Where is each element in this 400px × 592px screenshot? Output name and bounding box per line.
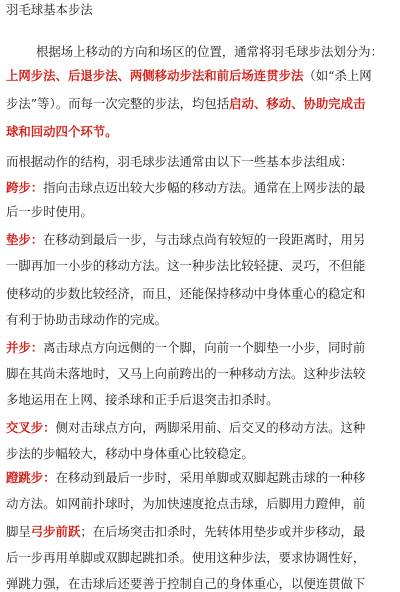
- highlighted-term: 垫步：: [6, 232, 44, 247]
- text-run: 弹跳力强，在击球后还要善于控制自己的身体重心，以便连贯做下: [6, 576, 366, 591]
- paragraph-line: [6, 524, 394, 540]
- paragraph-line: [6, 258, 394, 274]
- text-run: 根据场上移动的方向和场区的位置，通常将羽毛球步法划分为：: [36, 44, 383, 59]
- text-run: 步法的步幅较大，移动中身体重心比较稳定。: [6, 446, 254, 461]
- paragraph-line: [6, 124, 394, 140]
- text-run: 步法”等）。而每一次完整的步法，均包括: [6, 96, 230, 111]
- paragraph-line: [6, 154, 394, 170]
- text-run: 脚呈: [6, 524, 31, 539]
- text-run: 侧对击球点方向，两脚采用前、后交叉的移动方法。这种: [55, 420, 366, 435]
- paragraph-line: [6, 232, 394, 248]
- text-run: 脚在其尚未落地时，又马上向前跨出的一种移动方法。这种步法较: [6, 366, 366, 381]
- text-run: 有利于协助击球动作的完成。: [6, 312, 168, 327]
- highlighted-term: 启动、移动、协助完成击: [229, 96, 366, 111]
- paragraph-line: [6, 550, 394, 566]
- highlighted-term: 交叉步：: [6, 420, 56, 435]
- text-run: 多地运用在上网、接杀球和正手后退突击扣杀时。: [6, 392, 279, 407]
- paragraph-line: [6, 496, 394, 512]
- highlighted-term: 球和回动四个环节。: [6, 124, 118, 139]
- paragraph-line: [6, 446, 394, 462]
- paragraph-line: [6, 204, 394, 220]
- paragraph-line: [6, 44, 394, 60]
- paragraph-line: [6, 286, 394, 302]
- paragraph-line: [6, 366, 394, 382]
- text-run: 在移动到最后一步时，采用单脚或双脚起跳击球的一种移: [55, 470, 366, 485]
- text-run: 后一步时使用。: [6, 204, 93, 219]
- highlighted-term: 弓步前跃: [30, 524, 81, 539]
- text-run: 在移动到最后一步，与击球点尚有较短的一段距离时，用另: [43, 232, 366, 247]
- paragraph-line: [6, 340, 394, 356]
- text-run: （如“杀上网: [303, 68, 372, 83]
- paragraph-line: [6, 96, 394, 112]
- text-run: 而根据动作的结构，羽毛球步法通常由以下一些基本步法组成：: [6, 154, 353, 169]
- paragraph-line: [6, 312, 394, 328]
- document-title: 羽毛球基本步法: [6, 2, 93, 17]
- highlighted-term: 蹬跳步：: [6, 470, 56, 485]
- highlighted-term: 上网步法、后退步法、两侧移动步法和前后场连贯步法: [6, 68, 304, 83]
- text-run: 一脚再加一小步的移动方法。这一种步法比较轻捷、灵巧，不但能: [6, 258, 366, 273]
- text-run: ；在后场突击扣杀时，先转体用垫步或并步移动，最: [80, 524, 366, 539]
- highlighted-term: 并步：: [6, 340, 44, 355]
- paragraph-line: [6, 576, 394, 592]
- text-run: 使移动的步数比较经济，而且，还能保持移动中身体重心的稳定和: [6, 286, 366, 301]
- paragraph-line: [6, 392, 394, 408]
- paragraph-line: [6, 420, 394, 436]
- text-run: 动方法。如网前扑球时，为加快速度抢点击球，后脚用力蹬伸，前: [6, 496, 366, 511]
- highlighted-term: 跨步：: [6, 180, 44, 195]
- text-run: 后一步再用单脚或双脚起跳扣杀。使用这种步法，要求协调性好，: [6, 550, 366, 565]
- paragraph-line: [6, 68, 394, 84]
- text-run: 指向击球点迈出较大步幅的移动方法。通常在上网步法的最: [43, 180, 366, 195]
- paragraph-line: [6, 180, 394, 196]
- paragraph-line: [6, 470, 394, 486]
- text-run: 离击球点方向远侧的一个脚，向前一个脚垫一小步，同时前: [43, 340, 366, 355]
